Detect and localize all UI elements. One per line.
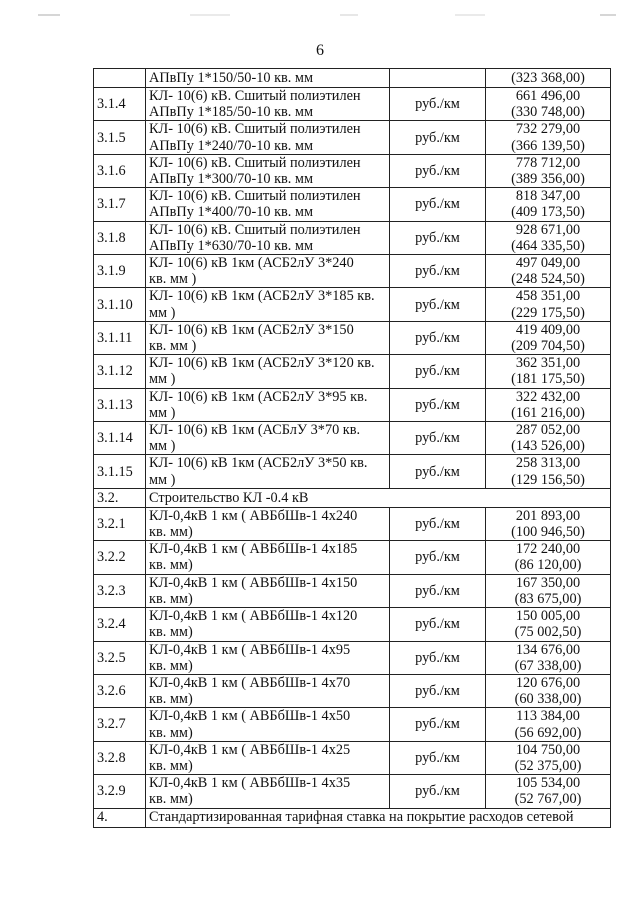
- row-unit: руб./км: [390, 121, 486, 154]
- row-unit: руб./км: [390, 321, 486, 354]
- row-name-line2: АПвПу 1*400/70-10 кв. мм: [149, 204, 314, 221]
- table-row: [94, 422, 611, 455]
- table-row: [94, 221, 611, 254]
- table-row: [94, 641, 611, 674]
- row-number: 3.2.6: [94, 674, 146, 707]
- row-unit: руб./км: [390, 422, 486, 455]
- row-price: [486, 255, 611, 288]
- row-price-alt: (464 335,50): [511, 237, 585, 254]
- row-price: [486, 121, 611, 154]
- row-price-alt: (100 946,50): [511, 524, 585, 541]
- section-title: Строительство КЛ -0.4 кВ: [146, 488, 611, 507]
- row-price-alt: (86 120,00): [514, 557, 582, 574]
- row-unit: [390, 69, 486, 88]
- row-price-main: 497 049,00: [515, 255, 581, 272]
- row-price-main: 778 712,00: [515, 154, 581, 171]
- row-number: 3.1.5: [94, 121, 146, 154]
- row-price-alt: (56 692,00): [514, 724, 582, 741]
- row-name-line1: КЛ- 10(6) кВ 1км (АСБлУ 3*70 кв.: [149, 422, 361, 439]
- row-price: [486, 641, 611, 674]
- row-price: [486, 455, 611, 488]
- row-name: [146, 355, 390, 388]
- row-name-line1: КЛ- 10(6) кВ 1км (АСБ2лУ 3*240: [149, 255, 354, 272]
- row-name: [146, 288, 390, 321]
- row-price-alt: (60 338,00): [514, 691, 582, 708]
- row-number: 3.2.4: [94, 608, 146, 641]
- row-name-line2: кв. мм): [149, 691, 193, 708]
- row-name: [146, 641, 390, 674]
- row-unit: руб./км: [390, 88, 486, 121]
- row-price: [486, 88, 611, 121]
- row-price-main: 167 350,00: [515, 574, 581, 591]
- row-number: 3.2.2: [94, 541, 146, 574]
- table-row: [94, 154, 611, 187]
- row-price-alt: (366 139,50): [511, 137, 585, 154]
- row-price: [486, 674, 611, 707]
- table-row-continuation: [94, 69, 611, 88]
- row-price: [486, 288, 611, 321]
- row-number: 3.2.7: [94, 708, 146, 741]
- row-price-main: 258 313,00: [515, 455, 581, 472]
- row-name-line1: КЛ- 10(6) кВ 1км (АСБ2лУ 3*50 кв.: [149, 455, 368, 472]
- row-number: 3.1.7: [94, 188, 146, 221]
- row-name: [146, 741, 390, 774]
- row-number: 3.2.3: [94, 574, 146, 607]
- table-row: [94, 388, 611, 421]
- row-name-line2: АПвПу 1*300/70-10 кв. мм: [149, 171, 314, 188]
- row-name-line2: кв. мм): [149, 791, 193, 808]
- row-name-line1: КЛ- 10(6) кВ 1км (АСБ2лУ 3*120 кв.: [149, 355, 375, 372]
- row-name-line1: КЛ- 10(6) кВ. Сшитый полиэтилен: [149, 188, 361, 205]
- row-price-main: 419 409,00: [515, 321, 581, 338]
- row-name: [146, 388, 390, 421]
- row-price: [486, 221, 611, 254]
- scan-artifact: [38, 14, 60, 16]
- row-price: [486, 608, 611, 641]
- row-number: 3.1.6: [94, 154, 146, 187]
- row-unit: руб./км: [390, 288, 486, 321]
- row-unit: руб./км: [390, 507, 486, 540]
- row-price-alt: (143 526,00): [511, 438, 585, 455]
- row-price-main: 104 750,00: [515, 741, 581, 758]
- row-price: [486, 355, 611, 388]
- row-number: 3.1.11: [94, 321, 146, 354]
- row-name-line2: мм ): [149, 404, 176, 421]
- row-price-alt: (161 216,00): [511, 404, 585, 421]
- row-price-alt: (67 338,00): [514, 657, 582, 674]
- row-name-line1: КЛ-0,4кВ 1 км ( АВБбШв-1 4х35: [149, 775, 351, 792]
- row-unit: руб./км: [390, 255, 486, 288]
- row-number: 3.1.10: [94, 288, 146, 321]
- row-unit: руб./км: [390, 608, 486, 641]
- row-name: [146, 121, 390, 154]
- row-name: [146, 541, 390, 574]
- table-row: [94, 88, 611, 121]
- row-price: [486, 154, 611, 187]
- row-name: [146, 88, 390, 121]
- table-row: [94, 255, 611, 288]
- row-name: [146, 708, 390, 741]
- scan-artifact: [190, 14, 230, 16]
- row-name: [146, 507, 390, 540]
- row-price-main: 150 005,00: [515, 608, 581, 625]
- row-price-alt: (229 175,50): [511, 304, 585, 321]
- section-row: [94, 488, 611, 507]
- row-name-line2: мм ): [149, 471, 176, 488]
- row-price: [486, 388, 611, 421]
- row-price-main: 661 496,00: [515, 88, 581, 104]
- row-price: (323 368,00): [486, 69, 611, 88]
- row-name-line2: мм ): [149, 304, 176, 321]
- table-row: [94, 708, 611, 741]
- row-number: 3.1.9: [94, 255, 146, 288]
- tariff-table: [93, 68, 611, 828]
- row-name: АПвПу 1*150/50-10 кв. мм: [146, 69, 390, 88]
- row-unit: руб./км: [390, 355, 486, 388]
- row-number: 3.1.13: [94, 388, 146, 421]
- row-number: 3.1.4: [94, 88, 146, 121]
- row-unit: руб./км: [390, 708, 486, 741]
- row-name: [146, 154, 390, 187]
- row-number: 3.2.1: [94, 507, 146, 540]
- table-row: [94, 775, 611, 808]
- row-number: 3.2.9: [94, 775, 146, 808]
- row-name-line1: КЛ-0,4кВ 1 км ( АВБбШв-1 4х50: [149, 708, 351, 725]
- row-name-line2: кв. мм ): [149, 338, 197, 355]
- row-unit: руб./км: [390, 541, 486, 574]
- row-price-main: 362 351,00: [515, 355, 581, 372]
- row-price-main: 105 534,00: [515, 775, 581, 792]
- row-price: [486, 541, 611, 574]
- table-row: [94, 574, 611, 607]
- row-price-main: 172 240,00: [515, 541, 581, 558]
- table-row: [94, 674, 611, 707]
- row-unit: руб./км: [390, 574, 486, 607]
- row-name: [146, 455, 390, 488]
- row-name: [146, 608, 390, 641]
- row-price: [486, 775, 611, 808]
- row-price: [486, 422, 611, 455]
- row-price-alt: (52 767,00): [514, 791, 582, 808]
- row-name-line2: кв. мм): [149, 624, 193, 641]
- row-price-main: 322 432,00: [515, 388, 581, 405]
- row-name-line1: КЛ-0,4кВ 1 км ( АВБбШв-1 4х25: [149, 741, 351, 758]
- row-name-line1: КЛ-0,4кВ 1 км ( АВБбШв-1 4х95: [149, 641, 351, 658]
- row-name: [146, 422, 390, 455]
- row-price-main: 201 893,00: [515, 507, 581, 524]
- row-name-line2: кв. мм): [149, 524, 193, 541]
- row-number: 3.1.12: [94, 355, 146, 388]
- row-name-line1: КЛ-0,4кВ 1 км ( АВБбШв-1 4х70: [149, 674, 351, 691]
- row-name-line2: кв. мм): [149, 757, 193, 774]
- row-number: 3.1.8: [94, 221, 146, 254]
- row-name-line1: КЛ- 10(6) кВ. Сшитый полиэтилен: [149, 121, 361, 138]
- row-name-line2: АПвПу 1*185/50-10 кв. мм: [149, 104, 314, 121]
- table-row: [94, 321, 611, 354]
- row-name-line1: КЛ- 10(6) кВ. Сшитый полиэтилен: [149, 88, 361, 104]
- row-price-alt: (181 175,50): [511, 371, 585, 388]
- table-row: [94, 355, 611, 388]
- row-price-alt: (248 524,50): [511, 271, 585, 288]
- section-number: 3.2.: [94, 488, 146, 507]
- table-row: [94, 507, 611, 540]
- row-price-alt: (389 356,00): [511, 171, 585, 188]
- row-name-line2: кв. мм ): [149, 271, 197, 288]
- row-name: [146, 188, 390, 221]
- row-price-main: 732 279,00: [515, 121, 581, 138]
- scan-artifact: [340, 14, 358, 16]
- table-row: [94, 188, 611, 221]
- row-name: [146, 574, 390, 607]
- table-row: [94, 121, 611, 154]
- row-name-line1: КЛ- 10(6) кВ. Сшитый полиэтилен: [149, 154, 361, 171]
- row-name-line2: АПвПу 1*240/70-10 кв. мм: [149, 137, 314, 154]
- row-name-line1: КЛ-0,4кВ 1 км ( АВБбШв-1 4х120: [149, 608, 358, 625]
- row-unit: руб./км: [390, 455, 486, 488]
- row-name: [146, 775, 390, 808]
- row-name-line2: кв. мм): [149, 724, 193, 741]
- row-number: 3.1.14: [94, 422, 146, 455]
- tariff-table-body: [94, 69, 611, 828]
- row-unit: руб./км: [390, 741, 486, 774]
- table-row: [94, 541, 611, 574]
- row-name-line2: АПвПу 1*630/70-10 кв. мм: [149, 237, 314, 254]
- row-name-line2: мм ): [149, 438, 176, 455]
- row-name-line1: КЛ- 10(6) кВ 1км (АСБ2лУ 3*185 кв.: [149, 288, 375, 305]
- row-price-alt: (209 704,50): [511, 338, 585, 355]
- row-price-main: 818 347,00: [515, 188, 581, 205]
- row-price: [486, 321, 611, 354]
- row-unit: руб./км: [390, 775, 486, 808]
- row-name: [146, 255, 390, 288]
- row-name: [146, 221, 390, 254]
- row-name-line1: КЛ- 10(6) кВ 1км (АСБ2лУ 3*150: [149, 321, 354, 338]
- table-row: [94, 608, 611, 641]
- row-name-line1: КЛ-0,4кВ 1 км ( АВБбШв-1 4х185: [149, 541, 358, 558]
- row-name-line1: КЛ- 10(6) кВ. Сшитый полиэтилен: [149, 221, 361, 238]
- row-price: [486, 708, 611, 741]
- row-name: [146, 674, 390, 707]
- scan-artifact: [600, 14, 616, 16]
- row-price: [486, 574, 611, 607]
- table-row: [94, 288, 611, 321]
- row-price-main: 287 052,00: [515, 422, 581, 439]
- row-name-line2: кв. мм): [149, 590, 193, 607]
- row-unit: руб./км: [390, 674, 486, 707]
- row-price: [486, 741, 611, 774]
- table-row: [94, 741, 611, 774]
- row-name: [146, 321, 390, 354]
- section-row: [94, 808, 611, 827]
- section-title: Стандартизированная тарифная ставка на покрытие расходов сетевой: [146, 808, 611, 827]
- row-price-alt: (75 002,50): [514, 624, 582, 641]
- row-unit: руб./км: [390, 188, 486, 221]
- row-price-alt: (52 375,00): [514, 757, 582, 774]
- row-number: 3.1.15: [94, 455, 146, 488]
- row-price: [486, 188, 611, 221]
- row-unit: руб./км: [390, 641, 486, 674]
- page-number: 6: [316, 42, 324, 59]
- row-number: 3.2.8: [94, 741, 146, 774]
- row-price-alt: (330 748,00): [511, 104, 585, 121]
- section-number: 4.: [94, 808, 146, 827]
- row-price-alt: (409 173,50): [511, 204, 585, 221]
- row-number: [94, 69, 146, 88]
- row-price-main: 458 351,00: [515, 288, 581, 305]
- row-price-main: 928 671,00: [515, 221, 581, 238]
- row-unit: руб./км: [390, 154, 486, 187]
- row-name-line1: КЛ-0,4кВ 1 км ( АВБбШв-1 4х150: [149, 574, 358, 591]
- row-number: 3.2.5: [94, 641, 146, 674]
- row-price: [486, 507, 611, 540]
- row-price-main: 113 384,00: [516, 708, 580, 725]
- row-price-main: 120 676,00: [515, 674, 581, 691]
- row-price-alt: (83 675,00): [514, 590, 582, 607]
- row-price-main: 134 676,00: [515, 641, 581, 658]
- row-price-alt: (129 156,50): [511, 471, 585, 488]
- row-name-line2: мм ): [149, 371, 176, 388]
- row-name-line2: кв. мм): [149, 657, 193, 674]
- row-name-line1: КЛ-0,4кВ 1 км ( АВБбШв-1 4х240: [149, 507, 358, 524]
- row-unit: руб./км: [390, 388, 486, 421]
- scan-artifact: [455, 14, 485, 16]
- row-name-line2: кв. мм): [149, 557, 193, 574]
- row-name-line1: КЛ- 10(6) кВ 1км (АСБ2лУ 3*95 кв.: [149, 388, 368, 405]
- row-unit: руб./км: [390, 221, 486, 254]
- table-row: [94, 455, 611, 488]
